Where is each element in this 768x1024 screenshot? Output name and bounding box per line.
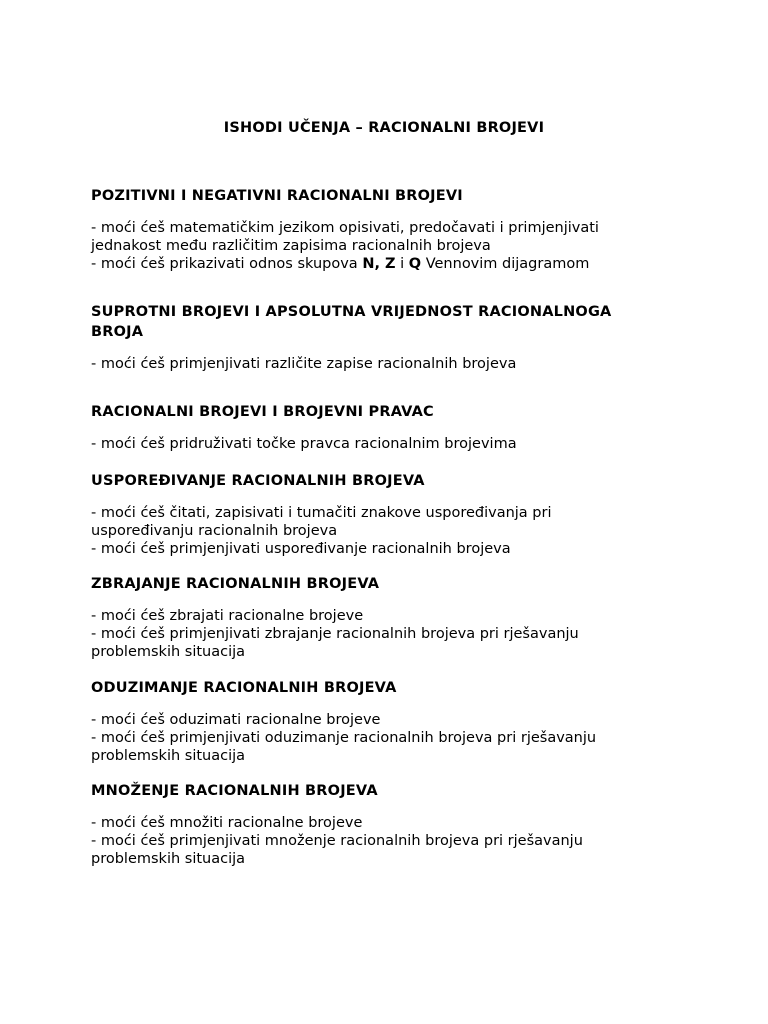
- section-heading: [91, 678, 671, 698]
- section-body: [91, 435, 671, 453]
- heading-line: RACIONALNI BROJEVI I BROJEVNI PRAVAC: [91, 404, 434, 420]
- body-line: - moći ćeš pridruživati točke pravca racionalnim brojevima: [91, 436, 517, 452]
- section-comparing: [91, 471, 671, 558]
- heading-line: USPOREĐIVANJE RACIONALNIH BROJEVA: [91, 473, 425, 489]
- heading-line: MNOŽENJE RACIONALNIH BROJEVA: [91, 783, 378, 799]
- set-n: N: [362, 256, 375, 272]
- body-line: jednakost među različitim zapisima racionalnih brojeva: [91, 238, 491, 254]
- section-heading: [91, 402, 671, 422]
- body-line: - moći ćeš primjenjivati oduzimanje racionalnih brojeva pri rješavanju: [91, 730, 597, 746]
- section-body: [91, 219, 671, 273]
- section-heading: [91, 781, 671, 801]
- section-number-line: [91, 402, 671, 453]
- body-line: - moći ćeš primjenjivati različite zapise racionalnih brojeva: [91, 356, 517, 372]
- document-title: ISHODI UČENJA – RACIONALNI BROJEVI: [223, 120, 545, 136]
- sets-line-suffix: Vennovim dijagramom: [421, 256, 590, 272]
- section-body: [91, 504, 671, 558]
- body-line: - moći ćeš zbrajati racionalne brojeve: [91, 608, 364, 624]
- heading-line: BROJA: [91, 324, 144, 340]
- body-line: - moći ćeš primjenjivati uspoređivanje racionalnih brojeva: [91, 541, 511, 557]
- section-body: [91, 814, 671, 868]
- body-line: problemskih situacija: [91, 644, 246, 660]
- body-line: uspoređivanju racionalnih brojeva: [91, 523, 338, 539]
- body-line: - moći ćeš čitati, zapisivati i tumačiti znakove uspoređivanja pri: [91, 505, 552, 521]
- section-heading: [91, 471, 671, 491]
- heading-line: POZITIVNI I NEGATIVNI RACIONALNI BROJEVI: [91, 188, 463, 204]
- body-line: problemskih situacija: [91, 748, 246, 764]
- section-positive-negative: [91, 186, 671, 273]
- section-heading: [91, 302, 671, 342]
- section-multiplication: [91, 781, 671, 868]
- heading-line: ODUZIMANJE RACIONALNIH BROJEVA: [91, 680, 397, 696]
- body-line: - moći ćeš matematičkim jezikom opisivati, predočavati i primjenjivati: [91, 220, 599, 236]
- section-body: [91, 355, 671, 373]
- section-heading: [91, 574, 671, 594]
- body-line: - moći ćeš oduzimati racionalne brojeve: [91, 712, 381, 728]
- sets-line: [91, 255, 671, 273]
- sets-separator: i: [395, 256, 409, 272]
- section-addition: [91, 574, 671, 661]
- sets-separator: ,: [374, 256, 386, 272]
- body-line: - moći ćeš množiti racionalne brojeve: [91, 815, 363, 831]
- sets-line-prefix: - moći ćeš prikazivati odnos skupova: [91, 256, 363, 272]
- section-body: [91, 711, 671, 765]
- section-body: [91, 607, 671, 661]
- body-line: - moći ćeš primjenjivati zbrajanje racionalnih brojeva pri rješavanju: [91, 626, 579, 642]
- section-heading: [91, 186, 671, 206]
- section-opposite-absolute: [91, 302, 671, 373]
- set-q: Q: [408, 256, 422, 272]
- set-z: Z: [385, 256, 396, 272]
- body-line: problemskih situacija: [91, 851, 246, 867]
- heading-line: ZBRAJANJE RACIONALNIH BROJEVA: [91, 576, 380, 592]
- heading-line: SUPROTNI BROJEVI I APSOLUTNA VRIJEDNOST RACIONALNOGA: [91, 304, 612, 320]
- section-subtraction: [91, 678, 671, 765]
- body-line: - moći ćeš primjenjivati množenje racionalnih brojeva pri rješavanju: [91, 833, 583, 849]
